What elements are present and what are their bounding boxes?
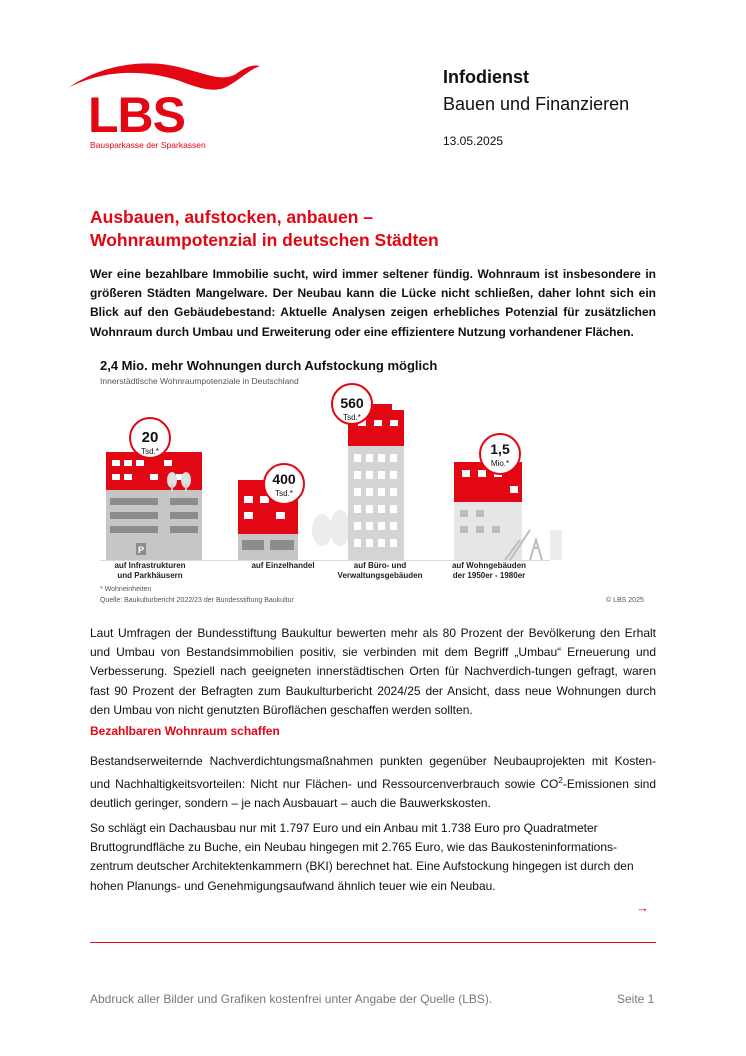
svg-text:Tsd.*: Tsd.*: [275, 489, 293, 498]
section-heading: Bezahlbaren Wohnraum schaffen: [90, 724, 280, 738]
infographic-title: 2,4 Mio. mehr Wohnungen durch Aufstockung möglich: [100, 358, 438, 373]
footer-divider: [90, 942, 656, 943]
svg-text:400: 400: [272, 471, 296, 487]
infographic-copyright: © LBS 2025: [606, 597, 644, 604]
svg-text:1,5: 1,5: [490, 441, 510, 457]
office-window: [354, 471, 361, 479]
continue-arrow-icon[interactable]: →: [636, 900, 649, 915]
svg-text:20: 20: [141, 429, 159, 446]
infographic-subtitle: Innerstädtische Wohnraumpotenziale in Deutschland: [100, 376, 299, 386]
svg-text:560: 560: [340, 395, 364, 411]
header-date: 13.05.2025: [443, 134, 504, 148]
office-window: [366, 522, 373, 530]
co2-subscript: 2: [558, 776, 563, 786]
office-window: [354, 488, 361, 496]
paragraph-2-part-2: -Emissionen sind deutlich geringer, sondern – je nach Ausbauart – auch die Bauwerkskosten.: [90, 777, 657, 811]
infographic-source: Quelle: Baukulturbericht 2022/23 der Bundesstiftung Baukultur: [100, 597, 294, 604]
logo-tagline: Bausparkasse der Sparkassen: [90, 140, 206, 150]
lbs-logo: [62, 56, 262, 154]
page-number: Seite 1: [617, 992, 655, 1006]
office-window: [378, 539, 385, 547]
office-window: [378, 488, 385, 496]
office-window: [366, 471, 373, 479]
caption-infrastructure-line-2: und Parkhäusern: [117, 571, 183, 580]
bubble-office: [332, 384, 372, 424]
caption-infrastructure: [95, 561, 205, 581]
caption-infrastructure-line-1: auf Infrastrukturen: [114, 561, 186, 570]
office-window: [354, 454, 361, 462]
header-subtitle: Bauen und Finanzieren: [443, 94, 630, 114]
caption-office-line-2: Verwaltungsgebäuden: [337, 571, 423, 580]
office-window: [390, 488, 397, 496]
svg-text:P: P: [137, 545, 145, 555]
caption-residential-line-2: der 1950er - 1980er: [452, 571, 526, 580]
svg-text:Tsd.*: Tsd.*: [141, 447, 159, 456]
caption-retail: [228, 561, 338, 571]
logo-text: LBS: [88, 87, 185, 143]
office-window: [378, 505, 385, 513]
office-window: [378, 522, 385, 530]
logo-swoosh: [68, 63, 260, 89]
caption-residential-line-1: auf Wohngebäuden: [451, 561, 527, 570]
paragraph-3: So schlägt ein Dachausbau nur mit 1.797 Euro und ein Anbau mit 1.738 Euro pro Quadratmeter Bruttogrundfläche zu Buche, ein Neubau hingegen mit 2.765 Euro, wie das Baukosteninformations-zentrum deutscher Architektenkammern (BKI) berechnet hat. Eine Aufstockung hingegen ist durch den hohen Planungs- und Genehmigungsaufwand ähnlich teuer wie ein Neubau.: [90, 821, 634, 893]
office-window: [366, 539, 373, 547]
header-title: Infodienst: [443, 67, 529, 87]
bubble-residential: [480, 434, 520, 474]
office-window: [390, 454, 397, 462]
office-window: [378, 471, 385, 479]
headline-line-2: Wohnraumpotenzial in deutschen Städten: [90, 230, 439, 250]
infographic-footnote: * Wohneinheiten: [100, 586, 152, 593]
building-office: [348, 404, 404, 560]
office-window: [354, 505, 361, 513]
building-parking: [106, 452, 202, 560]
headline-line-1: Ausbauen, aufstocken, anbauen –: [90, 207, 373, 227]
caption-office: [325, 561, 435, 581]
building-residential: [454, 462, 522, 560]
office-window: [390, 505, 397, 513]
caption-residential: [434, 561, 544, 581]
footer-note: Abdruck aller Bilder und Grafiken kostenfrei unter Angabe der Quelle (LBS).: [90, 992, 493, 1006]
office-window: [390, 539, 397, 547]
trees-2: [312, 510, 350, 546]
paragraph-2: [90, 752, 656, 814]
office-window: [366, 505, 373, 513]
office-window: [354, 539, 361, 547]
caption-office-line-1: auf Büro- und: [353, 561, 407, 570]
office-window: [354, 522, 361, 530]
paragraph-1: Laut Umfragen der Bundesstiftung Baukultur bewerten mehr als 80 Prozent der Bevölkerung den Erhalt und Umbau von Bestandsimmobilien positiv, sie verbinden mit dem Begriff „Umbau“ Erneuerung und Verbesserung. Speziell nach geeigneten innerstädtischen Orten für Nachverdich-tungen gefragt, waren fast 90 Prozent der Befragten zum Baukulturbericht 2024/25 der Ansicht, dass neue Wohnungen durch den Umbau von nicht genutzten Büroflächen geschaffen werden sollten.: [90, 626, 656, 717]
paragraph-2-part-1: Bestandserweiternde Nachverdichtungsmaßnahmen punkten gegenüber Neubauprojekten mit Kosten- und Nachhaltigkeitsvorteilen: Nicht nur Flächen- und Ressourcenverbrauch sowie CO: [90, 754, 656, 792]
svg-text:Tsd.*: Tsd.*: [343, 413, 361, 422]
office-window: [390, 522, 397, 530]
article-headline: [90, 206, 650, 252]
office-window: [378, 454, 385, 462]
svg-text:Mio.*: Mio.*: [490, 459, 510, 468]
article-intro: Wer eine bezahlbare Immobilie sucht, wird immer seltener fündig. Wohnraum ist insbesondere in größeren Städten Mangelware. Der Neubau kann die Lücke nicht schließen, daher lohnt sich ein Blick auf den Gebäudebestand: Aktuelle Analysen zeigen erhebliches Potenzial für zusätzlichen Wohnraum durch Umbau und Erweiterung oder eine effizientere Nutzung vorhandener Flächen.: [90, 267, 656, 339]
office-window: [366, 488, 373, 496]
office-window: [366, 454, 373, 462]
bubble-retail: [264, 464, 304, 504]
caption-retail-line-1: auf Einzelhandel: [251, 561, 315, 570]
office-window: [390, 471, 397, 479]
bubble-infrastructure: [130, 418, 170, 458]
tree-right: [550, 530, 562, 560]
